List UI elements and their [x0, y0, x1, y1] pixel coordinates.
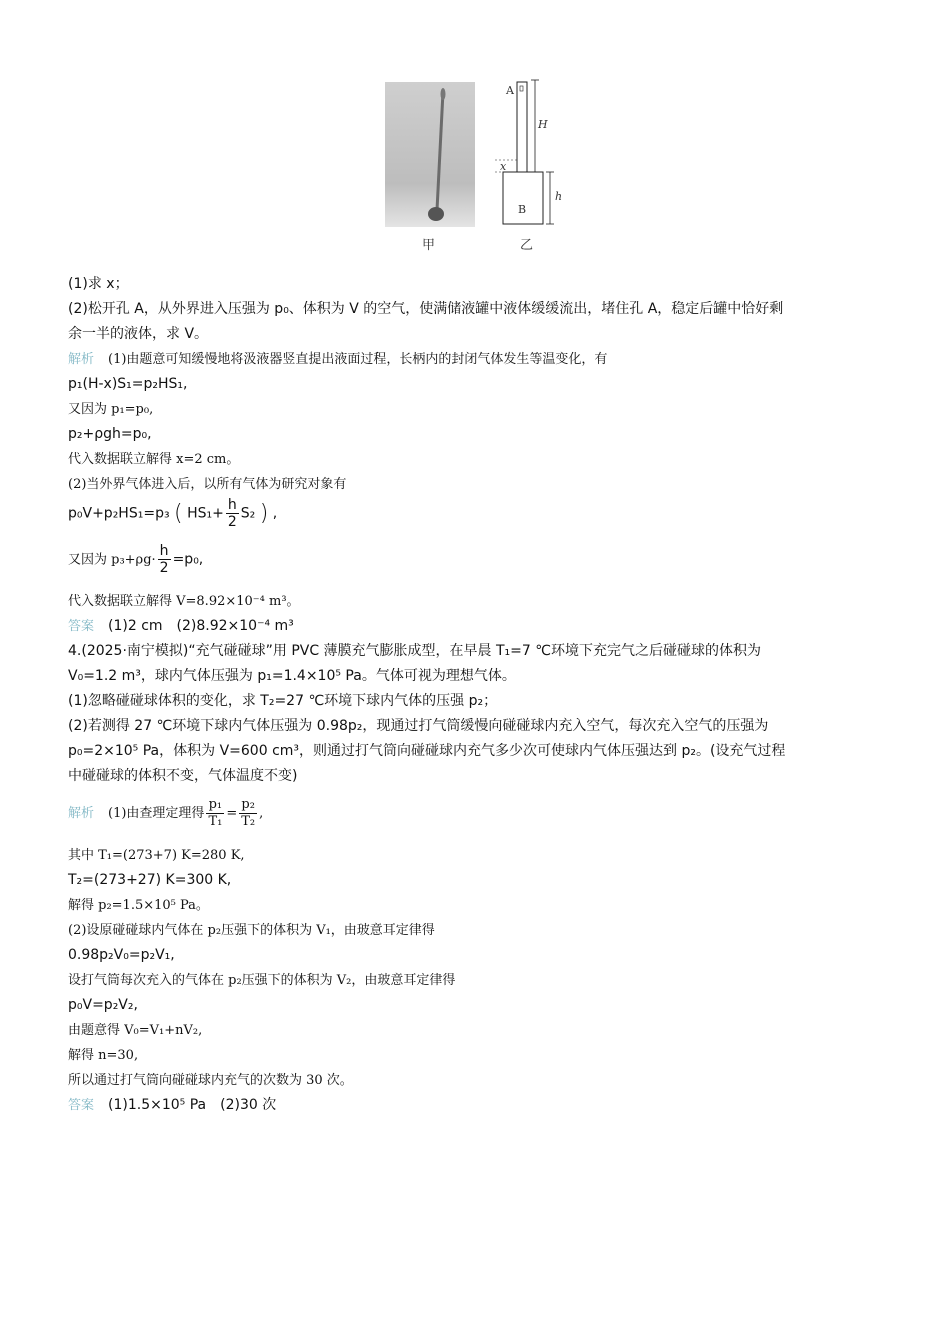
solution-text: (1)由查理定理得: [108, 806, 205, 821]
fraction-numerator: h: [158, 543, 171, 560]
question-1: (1)求 x；: [68, 276, 129, 292]
caption-left: 甲: [422, 238, 436, 253]
caption-right: 乙: [520, 238, 534, 253]
fraction-denominator: 2: [159, 560, 169, 576]
fraction-denominator: T₂: [241, 814, 256, 829]
photo-liquid-extractor: [385, 82, 475, 227]
answer-4: [68, 1093, 888, 1118]
answer-text: (1)1.5×10⁵ Pa (2)30 次: [108, 1097, 277, 1113]
answer-3: [68, 614, 888, 639]
question-2-line-1: (2)松开孔 A，从外界进入压强为 p₀、体积为 V 的空气，使满储液罐中液体缓缓流出，堵住孔 A，稳定后罐中恰好剩: [68, 301, 784, 317]
content: [68, 272, 888, 1118]
equation-inner: HS₁+: [187, 505, 224, 522]
paren-open: (: [174, 501, 183, 526]
question-4-line: 4.(2025·南宁模拟)“充气碰碰球”用 PVC 薄膜充气膨胀成型，在早晨 T₁=7 ℃环境下充完气之后碰碰球的体积为: [68, 643, 761, 659]
figure: [380, 78, 570, 258]
fraction: [206, 797, 224, 830]
fraction-numerator: h: [226, 497, 239, 514]
fraction: [158, 543, 171, 576]
solution-4-line: p₀V=p₂V₂,: [68, 997, 138, 1013]
equation-left: 又因为 p₃+ρg·: [68, 552, 156, 568]
equation-2: [68, 543, 888, 589]
answer-text: (1)2 cm (2)8.92×10⁻⁴ m³: [108, 618, 294, 634]
schematic-diagram: [495, 78, 570, 233]
extractor-drawing: [385, 82, 475, 227]
fraction: [226, 497, 239, 530]
label-x: x: [500, 160, 507, 173]
equation-1: p₀V+p₂HS₁=p₃ ( HS₁+ $\frac{h}{2}$ S₂ ) ,: [68, 497, 278, 530]
solution-label: 解析: [68, 806, 95, 821]
solution-3-line: 代入数据联立解得 x=2 cm。: [68, 452, 240, 467]
equation-tail: S₂: [240, 505, 256, 522]
solution-3-intro: [68, 347, 888, 372]
question-4-line: V₀=1.2 m³，球内气体压强为 p₁=1.4×10⁵ Pa。气体可视为理想气体。: [68, 668, 516, 684]
fraction-denominator: T₁: [208, 814, 223, 829]
solution-3-line: p₁(H-x)S₁=p₂HS₁,: [68, 376, 188, 392]
question-4-line: (1)忽略碰碰球体积的变化，求 T₂=27 ℃环境下球内气体的压强 p₂；: [68, 693, 498, 709]
question-2-line-2: 余一半的液体，求 V。: [68, 326, 209, 342]
equation-right: =p₀,: [172, 551, 204, 568]
solution-4-line: 所以通过打气筒向碰碰球内充气的次数为 30 次。: [68, 1073, 353, 1088]
question-4-line: 中碰碰球的体积不变，气体温度不变): [68, 768, 298, 784]
solution-3-line: (2)当外界气体进入后，以所有气体为研究对象有: [68, 477, 347, 492]
solution-4-line: T₂=(273+27) K=300 K,: [68, 872, 232, 888]
fraction-numerator: p₁: [206, 797, 224, 814]
solution-4-line: 由题意得 V₀=V₁+nV₂,: [68, 1023, 203, 1038]
solution-4-line: 0.98p₂V₀=p₂V₁,: [68, 947, 175, 963]
label-B: B: [518, 203, 527, 216]
solution-4-line: 设打气筒每次充入的气体在 p₂压强下的体积为 V₂，由玻意耳定律得: [68, 973, 456, 988]
answer-label: 答案: [68, 1098, 95, 1113]
solution-text: (1)由题意可知缓慢地将汲液器竖直提出液面过程，长柄内的封闭气体发生等温变化，有: [108, 352, 608, 367]
fraction: [239, 797, 257, 830]
solution-4-line: 其中 T₁=(273+7) K=280 K,: [68, 848, 245, 863]
solution-4-intro: 解析 (1)由查理定理得 $\frac{\text{p₁}}{\text{T₁}}$ = $\frac{\text{p₂}}{\text{T₂}}$ ,: [68, 797, 264, 829]
paren-close: ): [259, 501, 269, 526]
solution-3-line: 代入数据联立解得 V=8.92×10⁻⁴ m³。: [68, 594, 300, 609]
solution-4-line: (2)设原碰碰球内气体在 p₂压强下的体积为 V₁，由玻意耳定律得: [68, 923, 435, 938]
solution-3-line: 又因为 p₁=p₀,: [68, 402, 154, 417]
solution-4-line: 解得 p₂=1.5×10⁵ Pa。: [68, 898, 209, 913]
label-h: h: [555, 190, 563, 203]
label-H: H: [538, 118, 548, 131]
equation-left: p₀V+p₂HS₁=p₃: [68, 505, 170, 522]
solution-3-line: p₂+ρgh=p₀,: [68, 426, 152, 442]
solution-label: 解析: [68, 352, 95, 367]
answer-label: 答案: [68, 619, 95, 634]
label-A: A: [506, 84, 514, 97]
question-4-line: p₀=2×10⁵ Pa，体积为 V=600 cm³，则通过打气筒向碰碰球内充气多少次可使球内气体压强达到 p₂。(设充气过程: [68, 743, 786, 759]
solution-4-line: 解得 n=30,: [68, 1048, 139, 1063]
question-4-line: (2)若测得 27 ℃环境下球内气体压强为 0.98p₂，现通过打气筒缓慢向碰碰球内充入空气，每次充入空气的压强为: [68, 718, 769, 734]
fraction-denominator: 2: [227, 514, 237, 530]
fraction-numerator: p₂: [239, 797, 257, 814]
